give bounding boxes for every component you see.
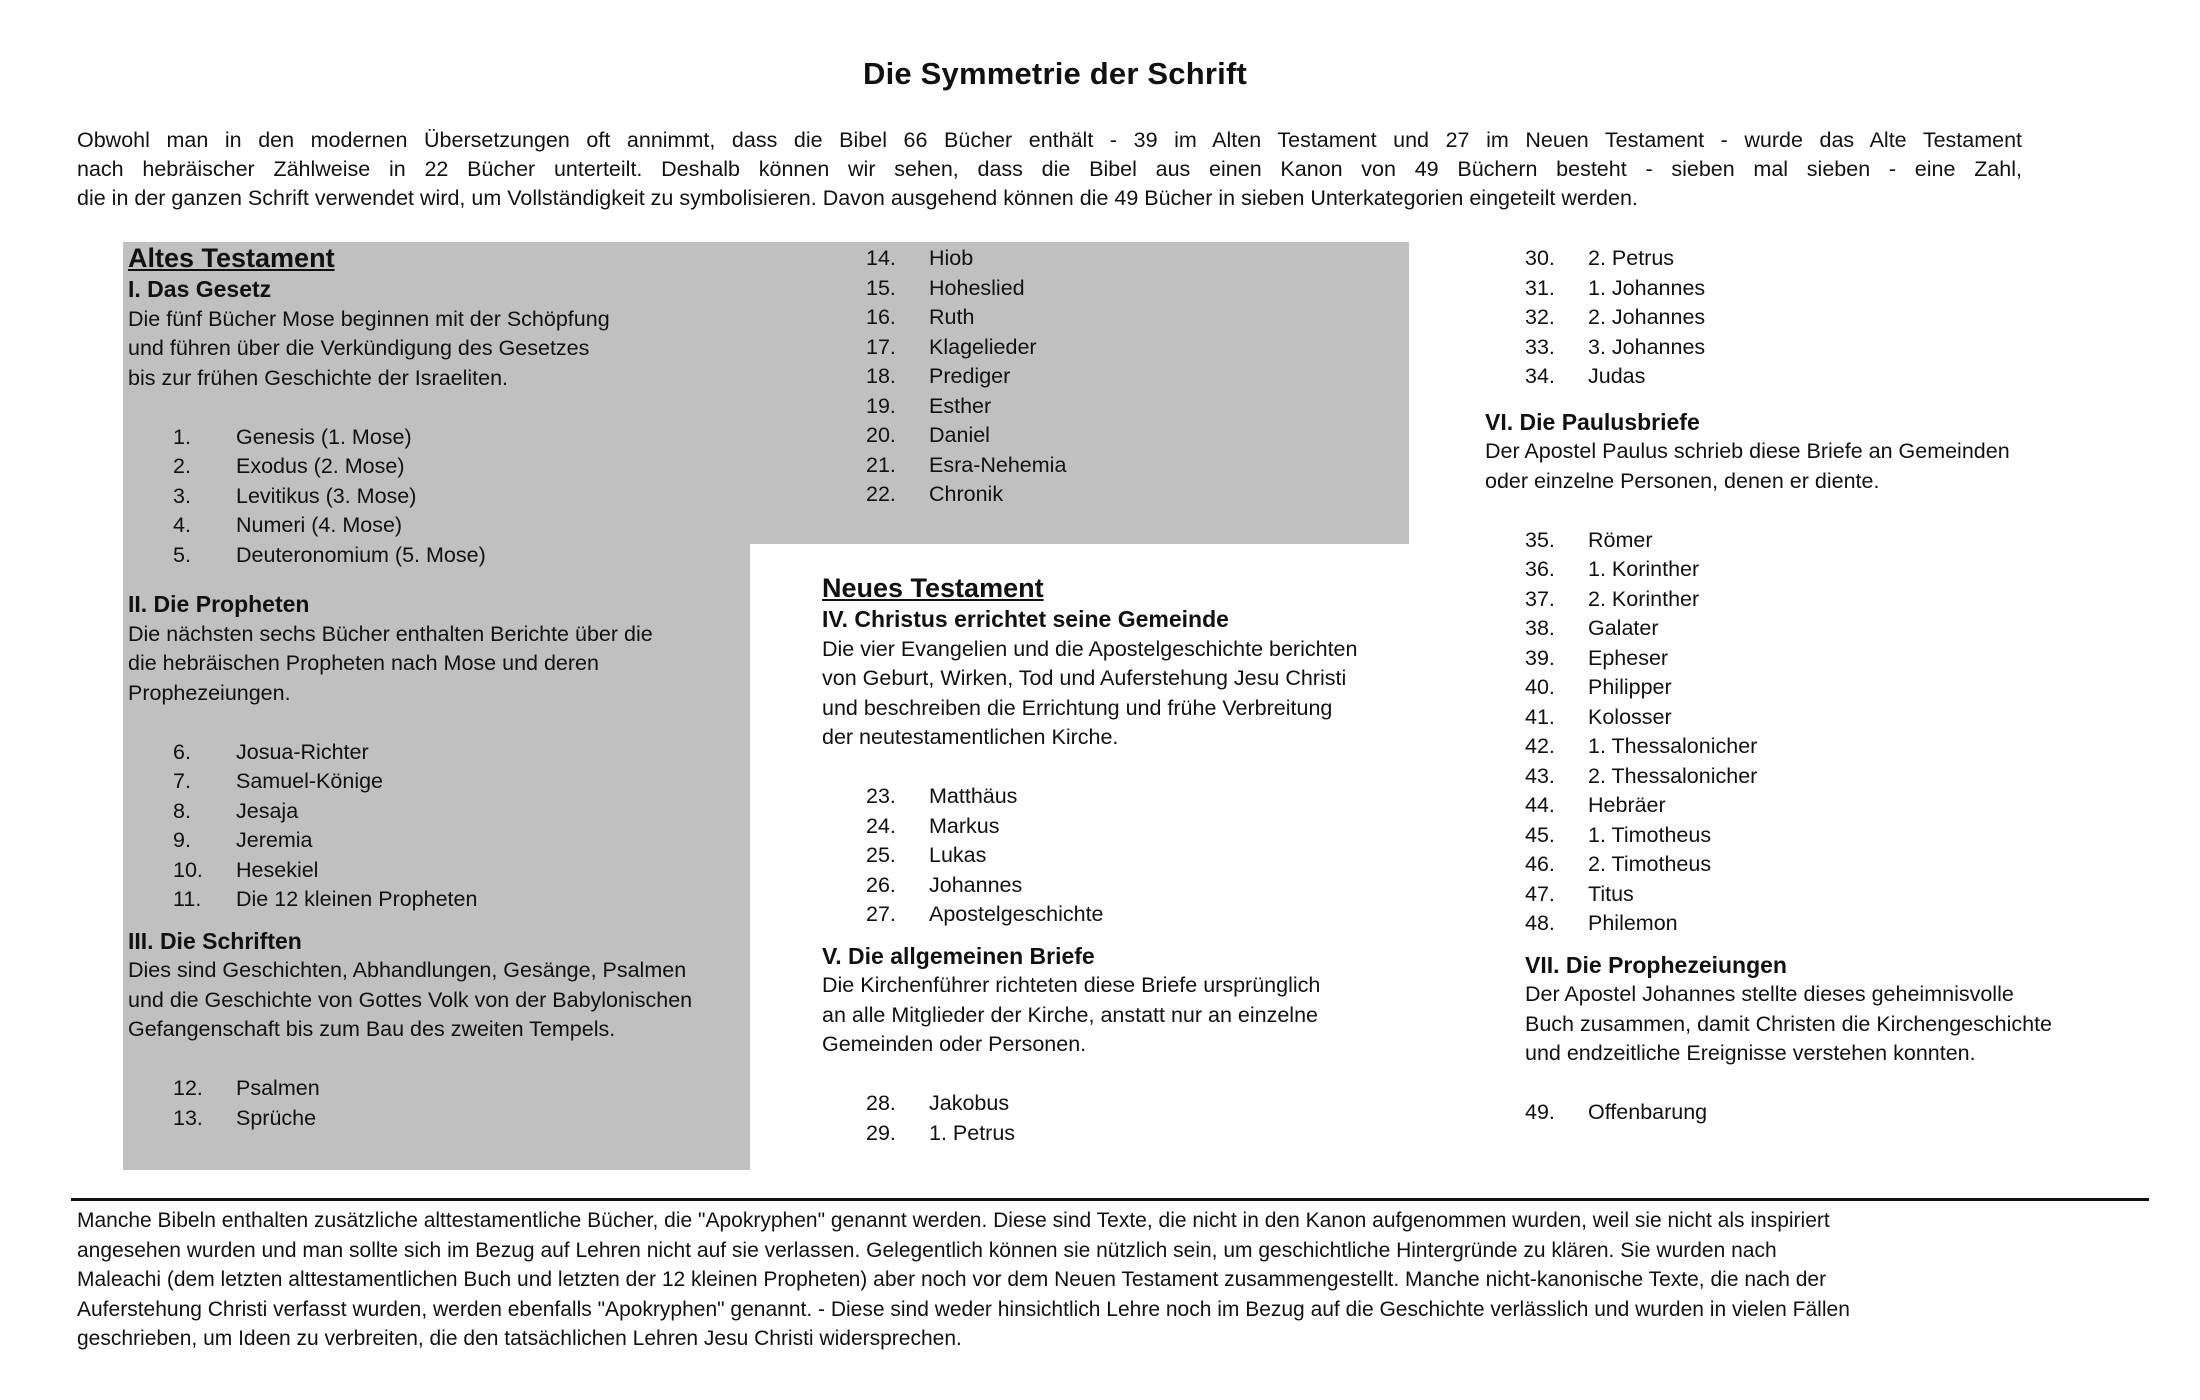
book-name: 2. Thessalonicher	[1588, 763, 1758, 788]
book-number: 18.	[866, 364, 896, 388]
list-item	[173, 738, 743, 768]
book-name: Titus	[1588, 881, 1634, 906]
book-name: Levitikus (3. Mose)	[236, 483, 417, 508]
intro-paragraph	[77, 126, 2022, 213]
list-item	[1525, 732, 2105, 762]
book-list-law	[173, 423, 743, 571]
book-name: Hesekiel	[236, 857, 319, 882]
book-name: Offenbarung	[1588, 1100, 1708, 1124]
book-number: 33.	[1525, 334, 1555, 359]
book-number: 31.	[1525, 275, 1555, 300]
book-list-writings	[173, 1074, 743, 1133]
book-name: Judas	[1588, 364, 1646, 388]
book-name: Samuel-Könige	[236, 769, 384, 793]
book-name: Esther	[929, 393, 992, 418]
writings-continued-column	[866, 244, 1386, 510]
book-name: Genesis (1. Mose)	[236, 424, 412, 449]
list-item	[173, 1074, 743, 1104]
list-item	[1525, 274, 2105, 304]
section-description-law	[128, 305, 743, 394]
book-name: Ruth	[929, 305, 975, 329]
description-line: die hebräischen Propheten nach Mose und deren	[128, 651, 599, 675]
book-name: Numeri (4. Mose)	[236, 513, 403, 537]
book-name: Klagelieder	[929, 334, 1037, 359]
footer-line: Auferstehung Christi verfasst wurden, werden ebenfalls "Apokryphen" genannt. - Diese sind weder hinsichtlich Lehre noch im Bezug auf die Geschichte verlässlich und wurden in vielen Fällen	[77, 1297, 1850, 1321]
list-item	[866, 244, 1386, 274]
book-number: 24.	[866, 813, 896, 838]
section-heading-church: IV. Christus errichtet seine Gemeinde	[822, 606, 1229, 632]
description-line: der neutestamentlichen Kirche.	[822, 725, 1119, 749]
book-name: 2. Petrus	[1588, 246, 1675, 270]
section-heading-general-letters: V. Die allgemeinen Briefe	[822, 942, 1095, 969]
list-item	[866, 451, 1386, 481]
description-line: Der Apostel Paulus schrieb diese Briefe an Gemeinden	[1485, 439, 2010, 463]
footer-line: geschrieben, um Ideen zu verbreiten, die den tatsächlichen Lehren Jesu Christi widersprechen.	[77, 1327, 962, 1350]
intro-line: nach hebräischer Zählweise in 22 Bücher unterteilt. Deshalb können wir sehen, dass die Bibel aus einen Kanon von 49 Büchern besteht - sieben mal sieben - eine Zahl,	[77, 157, 2022, 181]
book-number: 20.	[866, 423, 896, 447]
description-line: bis zur frühen Geschichte der Israeliten.	[128, 365, 509, 390]
book-number: 13.	[173, 1105, 203, 1130]
list-item	[866, 900, 1422, 930]
book-number: 28.	[866, 1091, 896, 1115]
book-name: 2. Johannes	[1588, 305, 1706, 329]
book-number: 5.	[173, 542, 191, 567]
book-name: Psalmen	[236, 1076, 320, 1100]
list-item	[173, 1104, 743, 1134]
description-line: Gefangenschaft bis zum Bau des zweiten Tempels.	[128, 1017, 616, 1041]
description-line: an alle Mitglieder der Kirche, anstatt nur an einzelne	[822, 1002, 1318, 1027]
description-line: Buch zusammen, damit Christen die Kirchengeschichte	[1525, 1011, 2053, 1036]
book-name: Markus	[929, 813, 1000, 838]
book-name: Exodus (2. Mose)	[236, 454, 405, 478]
book-number: 23.	[866, 784, 896, 808]
book-name: Esra-Nehemia	[929, 452, 1067, 477]
book-name: Deuteronomium (5. Mose)	[236, 542, 486, 567]
book-number: 3.	[173, 483, 191, 508]
list-item	[866, 782, 1422, 812]
list-item	[1525, 244, 2105, 274]
list-item	[1525, 333, 2105, 363]
book-number: 40.	[1525, 675, 1555, 699]
description-line: oder einzelne Personen, denen er diente.	[1485, 468, 1880, 493]
new-testament-column	[822, 571, 1422, 1148]
book-number: 16.	[866, 305, 896, 329]
list-item	[866, 1089, 1422, 1119]
book-name: Die 12 kleinen Propheten	[236, 887, 478, 911]
book-list-general-letters	[866, 1089, 1422, 1148]
description-line: Die vier Evangelien und die Apostelgeschichte berichten	[822, 636, 1358, 661]
book-list-pauline-letters	[1525, 526, 2105, 939]
book-list-prophets	[173, 738, 743, 915]
book-list-church	[866, 782, 1422, 930]
list-item	[173, 856, 743, 886]
list-item	[1525, 791, 2105, 821]
book-number: 37.	[1525, 586, 1555, 611]
book-name: Hoheslied	[929, 275, 1025, 300]
list-item	[1525, 880, 2105, 910]
book-number: 12.	[173, 1076, 203, 1100]
book-number: 17.	[866, 334, 896, 359]
list-item	[173, 511, 743, 541]
book-name: Galater	[1588, 616, 1659, 640]
book-number: 48.	[1525, 911, 1555, 935]
footer-divider	[71, 1198, 2149, 1201]
book-name: Hiob	[929, 246, 974, 270]
list-item	[1525, 362, 2105, 392]
section-description-writings	[128, 956, 743, 1045]
book-name: Philemon	[1588, 911, 1678, 935]
description-line: Die fünf Bücher Mose beginnen mit der Schöpfung	[128, 306, 610, 331]
book-name: 1. Thessalonicher	[1588, 734, 1758, 758]
book-number: 49.	[1525, 1100, 1555, 1124]
book-number: 14.	[866, 246, 896, 270]
book-number: 42.	[1525, 734, 1555, 758]
list-item	[1525, 526, 2105, 556]
description-line: Die nächsten sechs Bücher enthalten Berichte über die	[128, 621, 653, 646]
list-item	[866, 362, 1386, 392]
book-name: 2. Korinther	[1588, 586, 1700, 611]
book-number: 30.	[1525, 246, 1555, 270]
description-line: Der Apostel Johannes stellte dieses geheimnisvolle	[1525, 982, 2014, 1006]
book-name: Hebräer	[1588, 793, 1666, 817]
book-name: 2. Timotheus	[1588, 852, 1712, 876]
book-number: 4.	[173, 513, 191, 537]
description-line: Prophezeiungen.	[128, 680, 291, 705]
section-description-prophets	[128, 620, 743, 709]
description-line: Gemeinden oder Personen.	[822, 1032, 1087, 1056]
list-item	[1525, 821, 2105, 851]
book-name: Philipper	[1588, 675, 1672, 699]
book-number: 22.	[866, 482, 896, 506]
prophecies-block	[1525, 951, 2105, 1128]
book-number: 8.	[173, 798, 191, 823]
book-number: 32.	[1525, 305, 1555, 329]
new-testament-heading: Neues Testament	[822, 573, 1044, 603]
book-name: Römer	[1588, 527, 1653, 552]
list-item	[173, 797, 743, 827]
intro-line: die in der ganzen Schrift verwendet wird, um Vollständigkeit zu symbolisieren. Davon ausgehend können die 49 Bücher in sieben Unterkategorien eingeteilt werden.	[77, 186, 1638, 210]
book-name: 1. Timotheus	[1588, 822, 1712, 847]
book-number: 15.	[866, 275, 896, 300]
right-column	[1485, 244, 2105, 1128]
description-line: und führen über die Verkündigung des Gesetzes	[128, 336, 590, 360]
book-number: 34.	[1525, 364, 1555, 388]
book-name: Kolosser	[1588, 704, 1672, 729]
list-item	[866, 1119, 1422, 1149]
section-heading-law: I. Das Gesetz	[128, 276, 272, 302]
book-number: 43.	[1525, 763, 1555, 788]
book-number: 27.	[866, 902, 896, 926]
description-line: und die Geschichte von Gottes Volk von der Babylonischen	[128, 987, 693, 1012]
footer-note	[77, 1206, 2067, 1354]
book-number: 11.	[173, 887, 202, 911]
list-item	[866, 333, 1386, 363]
old-testament-heading: Altes Testament	[128, 243, 335, 273]
book-list-general-letters-continued	[1525, 244, 2105, 392]
book-list-prophecies	[1525, 1098, 2105, 1128]
book-number: 25.	[866, 843, 896, 867]
book-name: 1. Petrus	[929, 1120, 1016, 1145]
list-item	[1525, 850, 2105, 880]
book-name: Apostelgeschichte	[929, 902, 1104, 926]
book-name: Matthäus	[929, 784, 1018, 808]
list-item	[173, 541, 743, 571]
list-item	[1525, 1098, 2105, 1128]
description-line: und beschreiben die Errichtung und frühe Verbreitung	[822, 695, 1333, 720]
list-item	[1525, 555, 2105, 585]
list-item	[866, 480, 1386, 510]
book-number: 46.	[1525, 852, 1555, 876]
book-number: 6.	[173, 739, 191, 764]
list-item	[866, 303, 1386, 333]
book-name: Jesaja	[236, 798, 299, 823]
book-name: Josua-Richter	[236, 739, 369, 764]
footer-line: Manche Bibeln enthalten zusätzliche alttestamentliche Bücher, die "Apokryphen" genannt werden. Diese sind Texte, die nicht in den Kanon aufgenommen wurden, weil sie nicht als inspiriert	[77, 1209, 1830, 1232]
section-heading-prophecies: VII. Die Prophezeiungen	[1525, 951, 1787, 978]
section-description-pauline-letters	[1485, 437, 2105, 496]
book-name: 3. Johannes	[1588, 334, 1706, 359]
list-item	[866, 392, 1386, 422]
list-item	[173, 482, 743, 512]
book-list-writings-continued	[866, 244, 1386, 510]
list-item	[866, 812, 1422, 842]
list-item	[173, 826, 743, 856]
list-item	[1525, 585, 2105, 615]
book-number: 26.	[866, 872, 896, 897]
list-item	[1525, 703, 2105, 733]
description-line: von Geburt, Wirken, Tod und Auferstehung Jesu Christi	[822, 666, 1347, 690]
book-number: 7.	[173, 769, 191, 793]
list-item	[173, 452, 743, 482]
book-name: Jeremia	[236, 828, 313, 852]
book-number: 41.	[1525, 704, 1555, 729]
list-item	[1525, 614, 2105, 644]
list-item	[173, 767, 743, 797]
list-item	[866, 421, 1386, 451]
book-number: 44.	[1525, 793, 1555, 817]
book-name: Daniel	[929, 423, 990, 447]
old-testament-column	[128, 241, 743, 1133]
list-item	[173, 423, 743, 453]
section-description-church	[822, 635, 1422, 753]
footer-line: Maleachi (dem letzten alttestamentlichen Buch und letzten der 12 kleinen Propheten) aber noch vor dem Neuen Testament zusammengestellt. Manche nicht-kanonische Texte, die nach der	[77, 1268, 1827, 1291]
list-item	[866, 841, 1422, 871]
list-item	[1525, 303, 2105, 333]
book-name: Epheser	[1588, 645, 1669, 670]
list-item	[866, 274, 1386, 304]
footer-line: angesehen wurden und man sollte sich im Bezug auf Lehren nicht auf sie verlassen. Gelegentlich können sie nützlich sein, um geschichtliche Hintergründe zu klären. Sie wurden nach	[77, 1238, 1777, 1262]
book-number: 29.	[866, 1120, 896, 1145]
book-number: 45.	[1525, 822, 1555, 847]
section-heading-writings: III. Die Schriften	[128, 927, 302, 954]
book-number: 38.	[1525, 616, 1555, 640]
list-item	[866, 871, 1422, 901]
book-number: 1.	[173, 424, 191, 449]
description-line: Die Kirchenführer richteten diese Briefe ursprünglich	[822, 973, 1321, 997]
list-item	[1525, 762, 2105, 792]
book-number: 9.	[173, 828, 191, 852]
book-name: Prediger	[929, 364, 1011, 388]
book-number: 21.	[866, 452, 896, 477]
book-number: 36.	[1525, 557, 1555, 581]
section-heading-prophets: II. Die Propheten	[128, 591, 310, 617]
book-number: 35.	[1525, 527, 1555, 552]
list-item	[173, 885, 743, 915]
book-number: 2.	[173, 454, 191, 478]
intro-line: Obwohl man in den modernen Übersetzungen oft annimmt, dass die Bibel 66 Bücher enthält - 39 im Alten Testament und 27 im Neuen Testament - wurde das Alte Testament	[77, 128, 2022, 152]
description-line: Dies sind Geschichten, Abhandlungen, Gesänge, Psalmen	[128, 958, 687, 982]
page-title: Die Symmetrie der Schrift	[862, 56, 1248, 91]
section-description-prophecies	[1525, 980, 2105, 1069]
book-number: 10.	[173, 857, 203, 882]
book-name: Johannes	[929, 872, 1023, 897]
book-name: Lukas	[929, 843, 987, 867]
book-name: 1. Johannes	[1588, 275, 1706, 300]
book-name: 1. Korinther	[1588, 557, 1700, 581]
book-number: 47.	[1525, 881, 1555, 906]
book-name: Sprüche	[236, 1105, 317, 1130]
description-line: und endzeitliche Ereignisse verstehen konnten.	[1525, 1041, 1976, 1065]
list-item	[1525, 909, 2105, 939]
list-item	[1525, 644, 2105, 674]
list-item	[1525, 673, 2105, 703]
book-number: 19.	[866, 393, 896, 418]
book-name: Chronik	[929, 482, 1004, 506]
book-name: Jakobus	[929, 1091, 1010, 1115]
book-number: 39.	[1525, 645, 1555, 670]
section-description-general-letters	[822, 971, 1422, 1060]
section-heading-pauline-letters: VI. Die Paulusbriefe	[1485, 408, 1700, 435]
